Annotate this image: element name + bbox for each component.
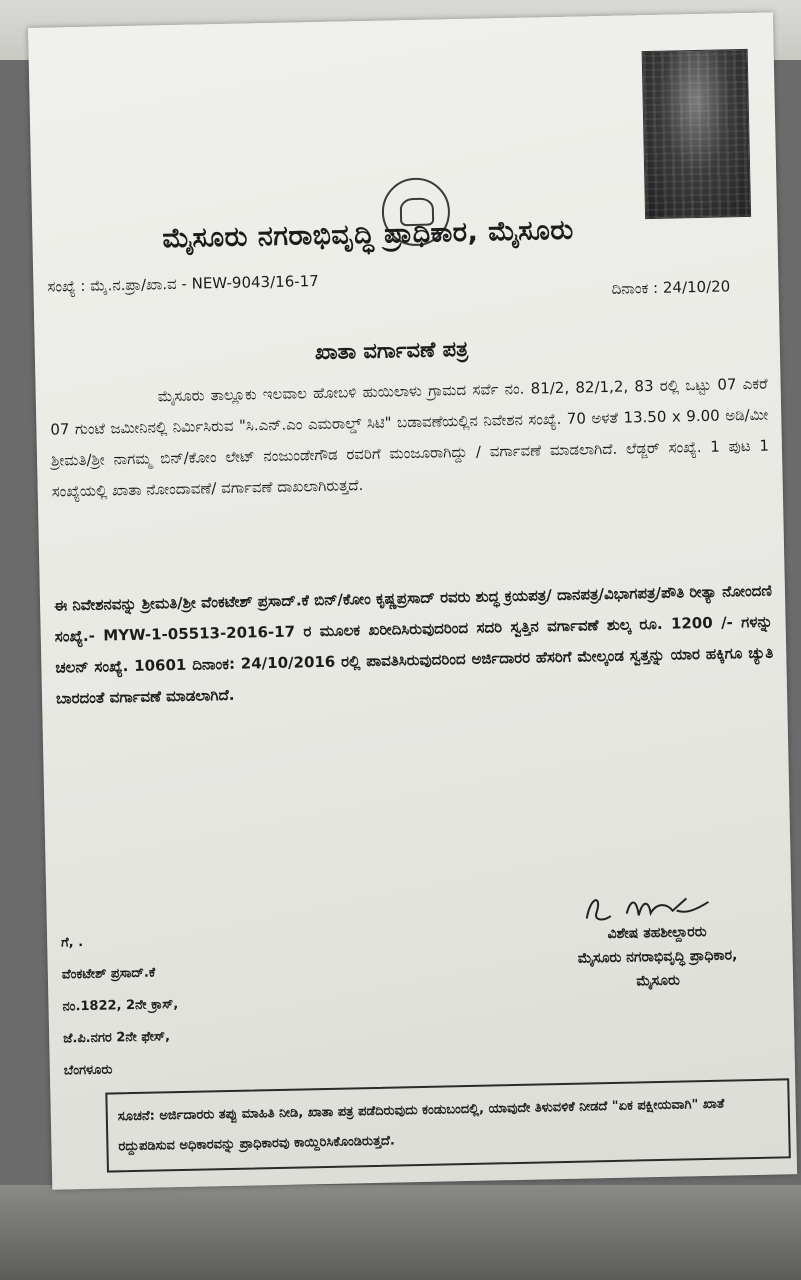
authority-title: ಮೈಸೂರು ನಗರಾಭಿವೃದ್ಧಿ ಪ್ರಾಧಿಕಾರ, ಮೈಸೂರು bbox=[162, 214, 574, 255]
notice-label: ಸೂಚನೆ: bbox=[117, 1108, 156, 1125]
khata-transfer-document bbox=[28, 12, 797, 1189]
recipient-line-2: ಜೆ.ಪಿ.ನಗರ 2ನೇ ಫೇಸ್, bbox=[63, 1029, 171, 1047]
recipient-to: ಗೆ, . bbox=[61, 935, 84, 951]
notice-text: ಅರ್ಜಿದಾರರು ತಪ್ಪು ಮಾಹಿತಿ ನೀಡಿ, ಖಾತಾ ಪತ್ರ ಪಡೆದಿರುವುದು ಕಂಡುಬಂದಲ್ಲಿ, ಯಾವುದೇ ತಿಳುವಳಿಕೆ ನೀಡದೆ "ಏಕ ಪಕ್ಷೀಯವಾಗಿ" ಖಾತೆ ರದ್ದುಪಡಿಸುವ ಅಧಿಕಾರವನ್ನು ಪ್ರಾಧಿಕಾರವು ಕಾಯ್ದಿರಿಸಿಕೊಂಡಿರುತ್ತದೆ. bbox=[118, 1096, 725, 1155]
signatory-city: ಮೈಸೂರು bbox=[636, 972, 681, 990]
notice-box bbox=[105, 1078, 791, 1172]
recipient-line-1: ನಂ.1822, 2ನೇ ಕ್ರಾಸ್, bbox=[62, 997, 179, 1015]
document-date: ದಿನಾಂಕ : 24/10/20 bbox=[611, 277, 731, 298]
signatory-title: ವಿಶೇಷ ತಹಶೀಲ್ದಾರರು bbox=[607, 923, 707, 943]
recipient-address bbox=[61, 923, 264, 1087]
reference-number: ಸಂಖ್ಯೆ : ಮೈ.ನ.ಪ್ರಾ/ಖಾ.ವ - NEW-9043/16-17 bbox=[47, 271, 319, 296]
signatory-office: ಮೈಸೂರು ನಗರಾಭಿವೃದ್ಧಿ ಪ್ರಾಧಿಕಾರ, bbox=[577, 947, 738, 967]
signatory-block bbox=[527, 918, 788, 995]
document-subject: ಖಾತಾ ವರ್ಗಾವಣೆ ಪತ್ರ bbox=[314, 336, 469, 365]
body-paragraph-1: ಮೈಸೂರು ತಾಲ್ಲೂಕು ಇಲವಾಲ ಹೋಬಳಿ ಹುಯಿಲಾಳು ಗ್ರಾಮದ ಸರ್ವೆ ನಂ. 81/2, 82/1,2, 83 ರಲ್ಲಿ ಒಟ್ಟು 07 ಎಕರೆ 07 ಗುಂಟೆ ಜಮೀನಿನಲ್ಲಿ ನಿರ್ಮಿಸಿರುವ "ಸಿ.ಎನ್.ಎಂ ಎಮರಾಲ್ಡ್ ಸಿಟಿ" ಬಡಾವಣೆಯಲ್ಲಿನ ನಿವೇಶನ ಸಂಖ್ಯೆ. 70 ಅಳತೆ 13.50 x 9.00 ಅಡಿ/ಮೀ ಶ್ರೀಮತಿ/ಶ್ರೀ ನಾಗಮ್ಮ ಬಿನ್/ಕೋಂ ಲೇಟ್ ನಂಜುಂಡೇಗೌಡ ರವರಿಗೆ ಮಂಜೂರಾಗಿದ್ದು / ವರ್ಗಾವಣೆ ಮಾಡಲಾಗಿದೆ. ಲೆಡ್ಜರ್ ಸಂಖ್ಯೆ. 1 ಪುಟ 1 ಸಂಖ್ಯೆಯಲ್ಲಿ ಖಾತಾ ನೋಂದಾವಣೆ/ ವರ್ಗಾವಣೆ ದಾಖಲಾಗಿರುತ್ತದೆ. bbox=[50, 374, 770, 501]
recipient-line-3: ಬೆಂಗಳೂರು bbox=[63, 1062, 113, 1079]
body-paragraph-2: ಈ ನಿವೇಶನವನ್ನು ಶ್ರೀಮತಿ/ಶ್ರೀ ವೆಂಕಟೇಶ್ ಪ್ರಸಾದ್.ಕೆ ಬಿನ್/ಕೋಂ ಕೃಷ್ಣಪ್ರಸಾದ್ ರವರು ಶುದ್ಧ ಕ್ರಯಪತ್ರ/ ದಾನಪತ್ರ/ವಿಭಾಗಪತ್ರ/ಪೌತಿ ರೀತ್ಯಾ ನೋಂದಣಿ ಸಂಖ್ಯೆ.- MYW-1-05513-2016-17 ರ ಮೂಲಕ ಖರೀದಿಸಿರುವುದರಿಂದ ಸದರಿ ಸ್ವತ್ತಿನ ವರ್ಗಾವಣೆ ಶುಲ್ಕ ರೂ. 1200 /- ಗಳನ್ನು ಚಲನ್ ಸಂಖ್ಯೆ. 10601 ದಿನಾಂಕ: 24/10/2016 ರಲ್ಲಿ ಪಾವತಿಸಿರುವುದರಿಂದ ಅರ್ಜಿದಾರರ ಹೆಸರಿಗೆ ಮೇಲ್ಕಂಡ ಸ್ವತ್ತನ್ನು ಯಾರ ಹಕ್ಕಿಗೂ ಚ್ಯುತಿ ಬಾರದಂತೆ ವರ್ಗಾವಣೆ ಮಾಡಲಾಗಿದೆ. bbox=[53, 581, 774, 708]
background-surface bbox=[0, 1185, 801, 1280]
recipient-name: ವೆಂಕಟೇಶ್ ಪ್ರಸಾದ್.ಕೆ bbox=[61, 965, 156, 983]
applicant-photo bbox=[642, 49, 751, 219]
